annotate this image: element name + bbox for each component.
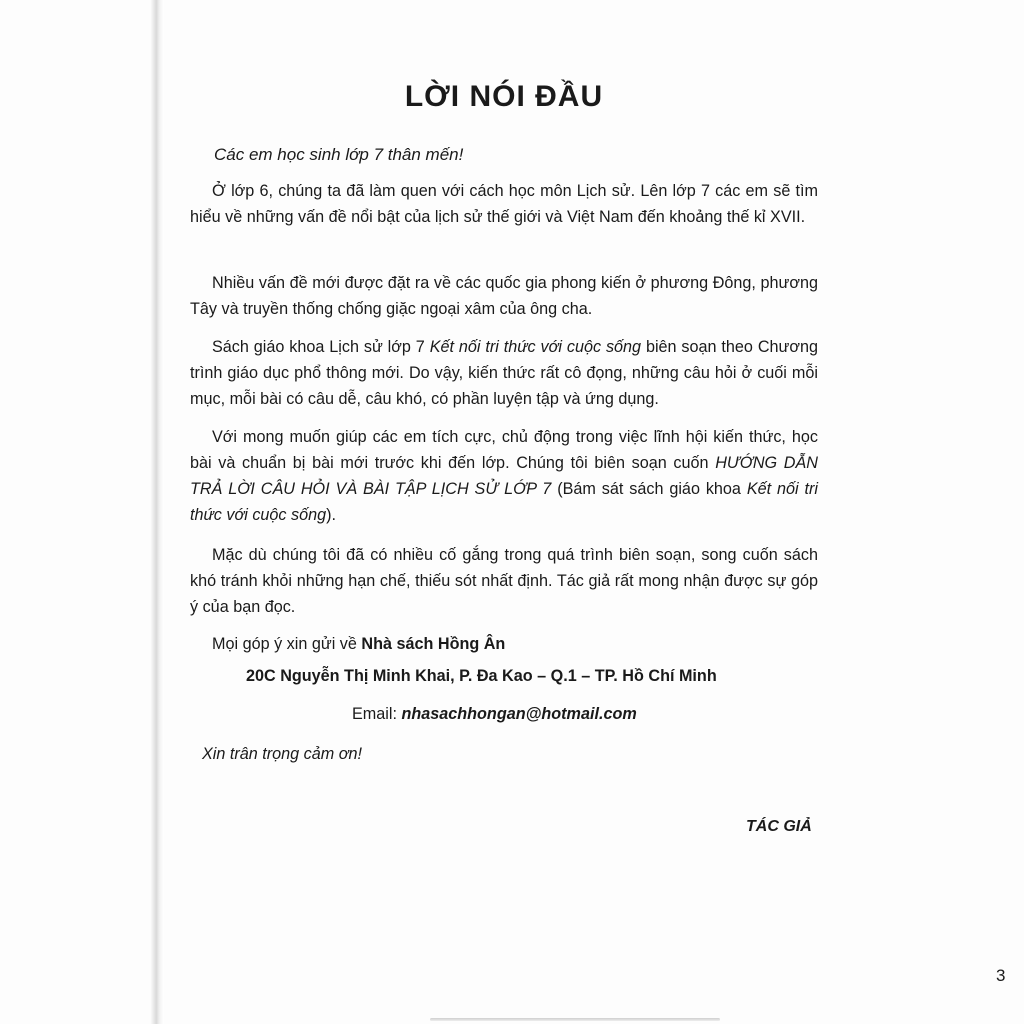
paragraph-4-text-end: ). <box>326 506 337 524</box>
page-bottom-edge <box>430 1018 720 1021</box>
paragraph-5: Mặc dù chúng tôi đã có nhiều cố gắng trong quá trình biên soạn, song cuốn sách khó tránh khỏi những hạn chế, thiếu sót nhất định. Tác giả rất mong nhận được sự góp ý của bạn đọc. <box>190 546 818 616</box>
contact-line <box>212 635 505 654</box>
page-number: 3 <box>996 966 1006 985</box>
contact-intro: Mọi góp ý xin gửi về <box>212 635 362 653</box>
book-title-reference: Kết nối tri thức với cuộc sống <box>429 338 642 356</box>
publisher-name: Nhà sách Hồng Ân <box>361 635 506 653</box>
paragraph-1: Ở lớp 6, chúng ta đã làm quen với cách học môn Lịch sử. Lên lớp 7 các em sẽ tìm hiểu về những vấn đề nổi bật của lịch sử thế giới và Việt Nam đến khoảng thế kỉ XVII. <box>190 182 818 226</box>
paragraph-3 <box>190 334 818 412</box>
thanks-line: Xin trân trọng cảm ơn! <box>202 745 363 763</box>
paragraph-3-text-start: Sách giáo khoa Lịch sử lớp 7 <box>212 338 430 356</box>
email-address: nhasachhongan@hotmail.com <box>401 705 637 723</box>
paragraph-4-text-start: Với mong muốn giúp các em tích cực, chủ động trong việc lĩnh hội kiến thức, học bài và chuẩn bị bài mới trước khi đến lớp. Chúng tôi biên soạn cuốn <box>190 428 818 472</box>
paragraph-2: Nhiều vấn đề mới được đặt ra về các quốc gia phong kiến ở phương Đông, phương Tây và truyền thống chống giặc ngoại xâm của ông cha. <box>190 274 818 318</box>
book-title-reference-2: Kết nối tri thức với cuộc sống <box>190 480 818 524</box>
paragraph-3-text-end: biên soạn theo Chương trình giáo dục phổ thông mới. Do vậy, kiến thức rất cô đọng, những câu hỏi ở cuối mỗi mục, mỗi bài có câu dễ, câu khó, có phần luyện tập và ứng dụng. <box>190 338 818 408</box>
page-title: LỜI NÓI ĐẦU <box>404 80 604 113</box>
guide-book-title: HƯỚNG DẪN TRẢ LỜI CÂU HỎI VÀ BÀI TẬP LỊCH SỬ LỚP 7 <box>190 454 818 498</box>
paragraph-4-text-middle: (Bám sát sách giáo khoa <box>551 480 747 498</box>
email-line <box>352 705 637 724</box>
email-label: Email: <box>352 705 402 723</box>
greeting: Các em học sinh lớp 7 thân mến! <box>214 145 464 164</box>
author-signature: TÁC GIẢ <box>746 818 812 835</box>
paragraph-4 <box>190 424 818 528</box>
publisher-address: 20C Nguyễn Thị Minh Khai, P. Đa Kao – Q.1 – TP. Hồ Chí Minh <box>246 667 717 685</box>
binding-shadow <box>150 0 164 1024</box>
